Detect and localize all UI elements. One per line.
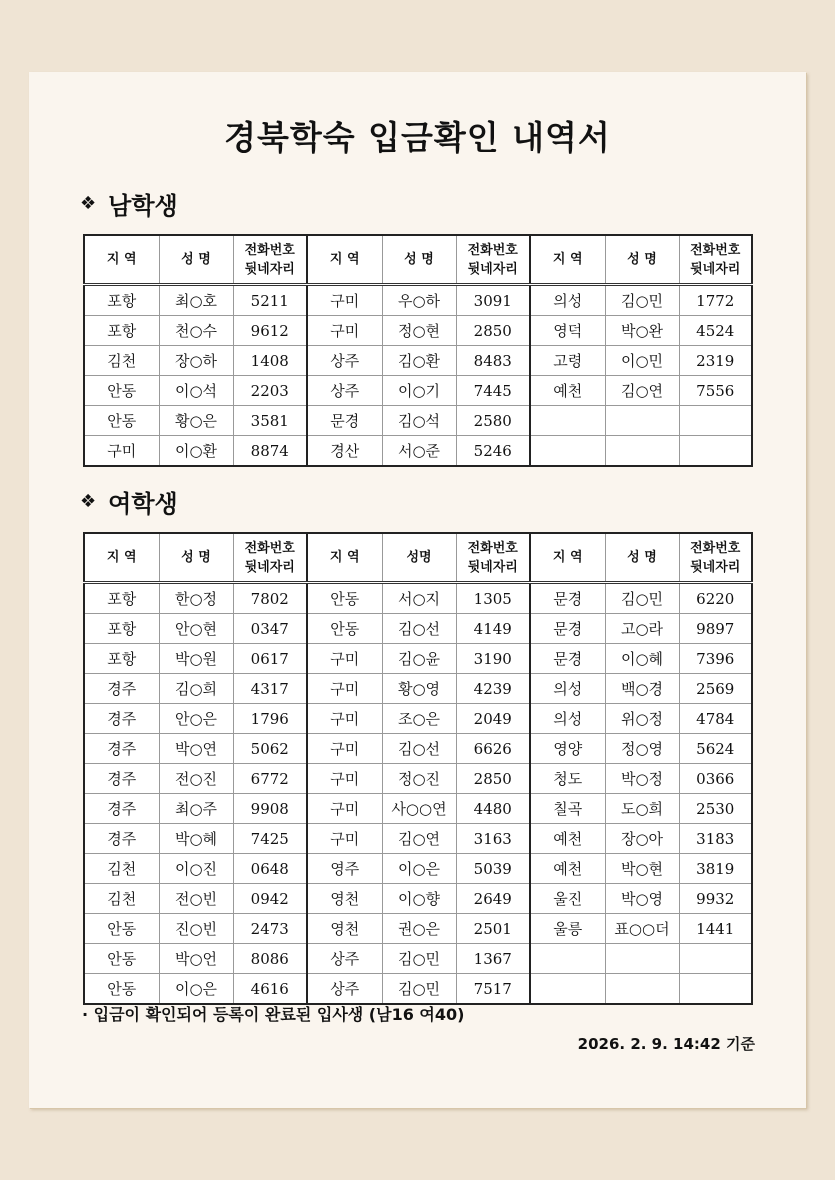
cell-region: 영양 — [530, 734, 605, 764]
cell-phone: 1408 — [233, 346, 307, 376]
cell-name: 서○지 — [382, 583, 456, 614]
table-row — [84, 944, 752, 974]
cell-region: 구미 — [307, 285, 382, 316]
cell-phone: 1441 — [679, 914, 752, 944]
cell-name: 이○은 — [159, 974, 233, 1005]
cell-name: 한○정 — [159, 583, 233, 614]
column-header-name: 성 명 — [159, 235, 233, 285]
male-heading-label: 남학생 — [108, 192, 178, 220]
cell-name: 천○수 — [159, 316, 233, 346]
table-row — [84, 346, 752, 376]
cell-name: 전○빈 — [159, 884, 233, 914]
cell-region: 예천 — [530, 376, 605, 406]
cell-region: 경주 — [84, 794, 159, 824]
cell-phone — [679, 436, 752, 467]
cell-region: 안동 — [84, 914, 159, 944]
cell-name: 김○연 — [382, 824, 456, 854]
cell-name: 김○선 — [382, 734, 456, 764]
cell-region: 상주 — [307, 974, 382, 1005]
table-row — [84, 914, 752, 944]
table-header-row — [84, 235, 752, 285]
cell-region: 안동 — [307, 583, 382, 614]
cell-region: 안동 — [84, 974, 159, 1005]
cell-name: 김○민 — [605, 285, 679, 316]
column-header-name: 성 명 — [382, 235, 456, 285]
cell-name: 표○○더 — [605, 914, 679, 944]
column-header-region: 지 역 — [307, 235, 382, 285]
cell-name: 서○준 — [382, 436, 456, 467]
column-header-phone: 전화번호 뒷네자리 — [679, 533, 752, 583]
table-row — [84, 704, 752, 734]
cell-phone: 6220 — [679, 583, 752, 614]
cell-region: 문경 — [530, 583, 605, 614]
table-row — [84, 406, 752, 436]
cell-phone: 2580 — [456, 406, 530, 436]
cell-name: 진○빈 — [159, 914, 233, 944]
column-header-region: 지 역 — [84, 533, 159, 583]
cell-phone: 2649 — [456, 884, 530, 914]
cell-name — [605, 944, 679, 974]
cell-phone: 5039 — [456, 854, 530, 884]
cell-phone: 4784 — [679, 704, 752, 734]
female-roster-table — [83, 532, 753, 1005]
cell-region: 경주 — [84, 704, 159, 734]
table-row — [84, 316, 752, 346]
cell-phone: 5624 — [679, 734, 752, 764]
cell-name: 김○희 — [159, 674, 233, 704]
cell-name: 정○진 — [382, 764, 456, 794]
cell-phone: 4616 — [233, 974, 307, 1005]
cell-region: 김천 — [84, 346, 159, 376]
cell-region: 경산 — [307, 436, 382, 467]
cell-region: 안동 — [307, 614, 382, 644]
cell-region: 의성 — [530, 704, 605, 734]
cell-region — [530, 436, 605, 467]
cell-region: 안동 — [84, 944, 159, 974]
table-row — [84, 614, 752, 644]
cell-name: 김○연 — [605, 376, 679, 406]
cell-phone: 2319 — [679, 346, 752, 376]
column-header-region: 지 역 — [307, 533, 382, 583]
column-header-name: 성 명 — [605, 533, 679, 583]
cell-phone: 2530 — [679, 794, 752, 824]
cell-name: 장○아 — [605, 824, 679, 854]
cell-phone: 4524 — [679, 316, 752, 346]
cell-name: 권○은 — [382, 914, 456, 944]
table-row — [84, 644, 752, 674]
document-title: 경북학숙 입금확인 내역서 — [224, 118, 611, 157]
cell-name: 우○하 — [382, 285, 456, 316]
cell-region: 경주 — [84, 734, 159, 764]
cell-name: 박○언 — [159, 944, 233, 974]
cell-region: 문경 — [307, 406, 382, 436]
table-row — [84, 794, 752, 824]
column-header-phone: 전화번호 뒷네자리 — [456, 533, 530, 583]
cell-name — [605, 974, 679, 1005]
cell-phone: 1305 — [456, 583, 530, 614]
cell-phone: 0347 — [233, 614, 307, 644]
cell-name: 이○혜 — [605, 644, 679, 674]
cell-region: 경주 — [84, 824, 159, 854]
cell-region — [530, 974, 605, 1005]
cell-phone: 9897 — [679, 614, 752, 644]
cell-phone: 8483 — [456, 346, 530, 376]
cell-region: 구미 — [307, 794, 382, 824]
diamond-bullet-icon: ❖ — [80, 491, 97, 512]
column-header-phone: 전화번호 뒷네자리 — [679, 235, 752, 285]
cell-phone: 6626 — [456, 734, 530, 764]
cell-name: 안○현 — [159, 614, 233, 644]
cell-region: 구미 — [84, 436, 159, 467]
cell-region: 구미 — [307, 704, 382, 734]
cell-phone: 2049 — [456, 704, 530, 734]
cell-region: 김천 — [84, 884, 159, 914]
cell-name: 박○연 — [159, 734, 233, 764]
table-header-row — [84, 533, 752, 583]
cell-name — [605, 406, 679, 436]
cell-phone: 9932 — [679, 884, 752, 914]
cell-region: 상주 — [307, 944, 382, 974]
cell-phone — [679, 406, 752, 436]
cell-name: 최○호 — [159, 285, 233, 316]
timestamp: 2026. 2. 9. 14:42 기준 — [577, 1035, 755, 1053]
cell-region: 문경 — [530, 614, 605, 644]
cell-phone: 1367 — [456, 944, 530, 974]
cell-region: 구미 — [307, 764, 382, 794]
cell-phone: 0942 — [233, 884, 307, 914]
cell-region: 청도 — [530, 764, 605, 794]
column-header-name: 성 명 — [605, 235, 679, 285]
cell-phone: 3183 — [679, 824, 752, 854]
cell-name: 박○혜 — [159, 824, 233, 854]
cell-phone: 2501 — [456, 914, 530, 944]
cell-phone: 8874 — [233, 436, 307, 467]
cell-region — [530, 406, 605, 436]
column-header-name: 성 명 — [159, 533, 233, 583]
cell-phone: 4239 — [456, 674, 530, 704]
cell-phone: 3163 — [456, 824, 530, 854]
cell-phone: 5062 — [233, 734, 307, 764]
cell-name: 박○영 — [605, 884, 679, 914]
cell-name: 박○원 — [159, 644, 233, 674]
cell-name: 이○환 — [159, 436, 233, 467]
cell-region: 의성 — [530, 674, 605, 704]
column-header-region: 지 역 — [84, 235, 159, 285]
table-row — [84, 824, 752, 854]
table-row — [84, 764, 752, 794]
cell-name: 김○민 — [382, 944, 456, 974]
cell-phone: 3819 — [679, 854, 752, 884]
cell-name: 김○선 — [382, 614, 456, 644]
cell-region: 상주 — [307, 376, 382, 406]
cell-phone: 2203 — [233, 376, 307, 406]
cell-name: 이○향 — [382, 884, 456, 914]
cell-phone: 4149 — [456, 614, 530, 644]
cell-phone: 3581 — [233, 406, 307, 436]
column-header-phone: 전화번호 뒷네자리 — [233, 235, 307, 285]
cell-region: 포항 — [84, 316, 159, 346]
cell-phone: 7445 — [456, 376, 530, 406]
cell-phone: 1772 — [679, 285, 752, 316]
cell-region: 상주 — [307, 346, 382, 376]
cell-region: 문경 — [530, 644, 605, 674]
cell-phone: 7425 — [233, 824, 307, 854]
cell-phone: 4480 — [456, 794, 530, 824]
cell-region: 포항 — [84, 644, 159, 674]
diamond-bullet-icon: ❖ — [80, 193, 97, 214]
cell-name: 김○민 — [605, 583, 679, 614]
cell-name: 김○윤 — [382, 644, 456, 674]
cell-phone: 3190 — [456, 644, 530, 674]
cell-name: 이○진 — [159, 854, 233, 884]
cell-region: 영천 — [307, 884, 382, 914]
female-section-heading — [80, 484, 178, 519]
cell-region: 경주 — [84, 674, 159, 704]
cell-region: 영천 — [307, 914, 382, 944]
cell-phone: 9612 — [233, 316, 307, 346]
cell-region: 울진 — [530, 884, 605, 914]
cell-name: 정○영 — [605, 734, 679, 764]
cell-phone: 0648 — [233, 854, 307, 884]
cell-name: 전○진 — [159, 764, 233, 794]
cell-phone — [679, 974, 752, 1005]
cell-region: 예천 — [530, 824, 605, 854]
cell-region: 구미 — [307, 674, 382, 704]
cell-name: 김○석 — [382, 406, 456, 436]
cell-name: 장○하 — [159, 346, 233, 376]
cell-phone: 5211 — [233, 285, 307, 316]
cell-region: 포항 — [84, 583, 159, 614]
column-header-region: 지 역 — [530, 533, 605, 583]
cell-region: 구미 — [307, 734, 382, 764]
cell-phone: 4317 — [233, 674, 307, 704]
cell-name: 박○현 — [605, 854, 679, 884]
cell-name: 최○주 — [159, 794, 233, 824]
cell-region: 영덕 — [530, 316, 605, 346]
cell-phone: 5246 — [456, 436, 530, 467]
male-section-heading — [80, 186, 178, 221]
cell-name: 사○○연 — [382, 794, 456, 824]
registration-note: · 입금이 확인되어 등록이 완료된 입사생 (남16 여40) — [82, 1005, 465, 1024]
table-row — [84, 734, 752, 764]
cell-name: 황○영 — [382, 674, 456, 704]
cell-name: 이○은 — [382, 854, 456, 884]
cell-name: 조○은 — [382, 704, 456, 734]
cell-region: 울릉 — [530, 914, 605, 944]
cell-phone: 8086 — [233, 944, 307, 974]
table-row — [84, 674, 752, 704]
cell-phone: 7396 — [679, 644, 752, 674]
column-header-phone: 전화번호 뒷네자리 — [456, 235, 530, 285]
column-header-region: 지 역 — [530, 235, 605, 285]
male-roster-table — [83, 234, 753, 467]
cell-region: 김천 — [84, 854, 159, 884]
table-row — [84, 376, 752, 406]
cell-name: 고○라 — [605, 614, 679, 644]
cell-name: 도○희 — [605, 794, 679, 824]
cell-phone: 9908 — [233, 794, 307, 824]
cell-name: 이○기 — [382, 376, 456, 406]
cell-region: 구미 — [307, 824, 382, 854]
cell-name: 정○현 — [382, 316, 456, 346]
cell-phone: 0366 — [679, 764, 752, 794]
cell-phone: 2850 — [456, 316, 530, 346]
cell-phone: 2569 — [679, 674, 752, 704]
cell-region: 포항 — [84, 614, 159, 644]
cell-phone: 7802 — [233, 583, 307, 614]
cell-name: 위○정 — [605, 704, 679, 734]
cell-name: 김○민 — [382, 974, 456, 1005]
cell-name — [605, 436, 679, 467]
column-header-name: 성명 — [382, 533, 456, 583]
table-row — [84, 285, 752, 316]
cell-name: 박○완 — [605, 316, 679, 346]
cell-region: 경주 — [84, 764, 159, 794]
cell-name: 이○석 — [159, 376, 233, 406]
cell-region: 구미 — [307, 644, 382, 674]
cell-phone: 7556 — [679, 376, 752, 406]
female-heading-label: 여학생 — [108, 490, 178, 518]
cell-region: 예천 — [530, 854, 605, 884]
cell-region: 포항 — [84, 285, 159, 316]
cell-name: 박○정 — [605, 764, 679, 794]
table-row — [84, 974, 752, 1005]
cell-region: 구미 — [307, 316, 382, 346]
table-row — [84, 583, 752, 614]
cell-region: 칠곡 — [530, 794, 605, 824]
cell-region: 의성 — [530, 285, 605, 316]
cell-phone: 6772 — [233, 764, 307, 794]
cell-region: 영주 — [307, 854, 382, 884]
cell-name: 백○경 — [605, 674, 679, 704]
column-header-phone: 전화번호 뒷네자리 — [233, 533, 307, 583]
cell-phone — [679, 944, 752, 974]
cell-name: 이○민 — [605, 346, 679, 376]
cell-region: 고령 — [530, 346, 605, 376]
cell-name: 안○은 — [159, 704, 233, 734]
cell-region: 안동 — [84, 406, 159, 436]
cell-phone: 2473 — [233, 914, 307, 944]
cell-name: 김○환 — [382, 346, 456, 376]
cell-region: 안동 — [84, 376, 159, 406]
cell-phone: 2850 — [456, 764, 530, 794]
cell-phone: 3091 — [456, 285, 530, 316]
cell-phone: 1796 — [233, 704, 307, 734]
cell-phone: 0617 — [233, 644, 307, 674]
table-row — [84, 854, 752, 884]
table-row — [84, 884, 752, 914]
cell-phone: 7517 — [456, 974, 530, 1005]
cell-name: 황○은 — [159, 406, 233, 436]
table-row — [84, 436, 752, 467]
cell-region — [530, 944, 605, 974]
